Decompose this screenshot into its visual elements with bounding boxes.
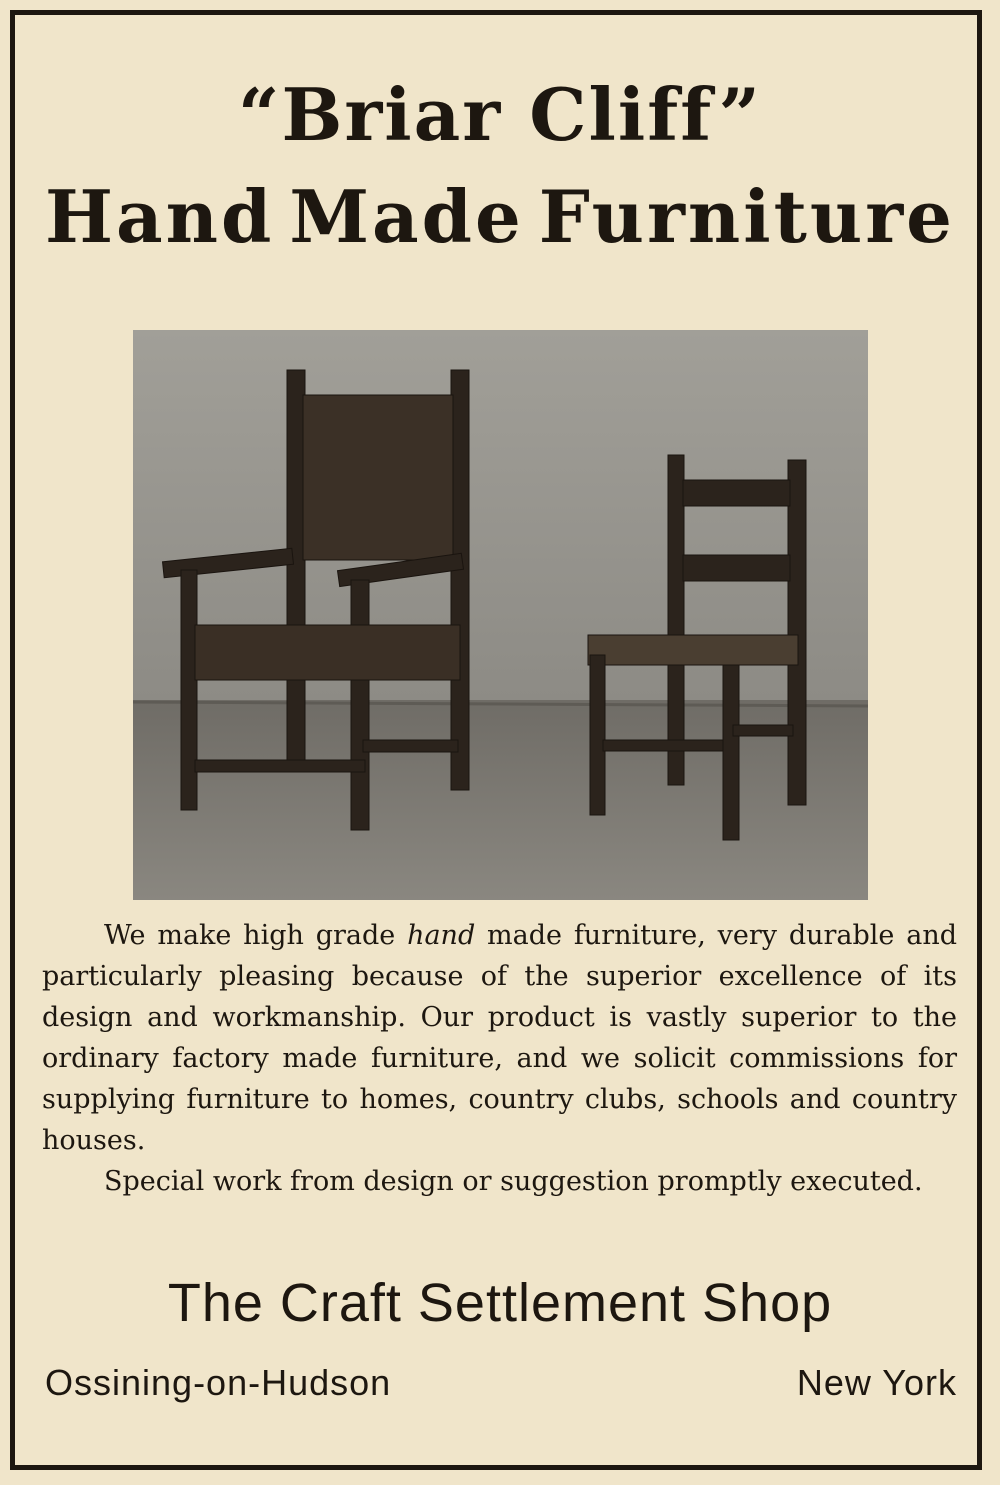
chairs-photo xyxy=(133,330,868,900)
headline-word-1: Hand xyxy=(45,174,275,259)
headline-subtitle xyxy=(45,172,955,262)
para1-text-a: We make high grade xyxy=(104,920,408,951)
para1-text-b: made furniture, very durable and particularly pleasing because of the superior excellence of its design and workmanship. Our product is vastly superior to the ordinary factory made furniture, and we solicit commissions for supplying furniture to homes, country clubs, schools and country houses. xyxy=(42,920,957,1156)
state: New York xyxy=(796,1362,957,1403)
headline-brand: “Briar Cliff” xyxy=(238,72,762,157)
ad-paragraph-2: Special work from design or suggestion promptly executed. xyxy=(104,1166,923,1197)
headline-word-2: Made xyxy=(289,174,524,259)
shop-name: The Craft Settlement Shop xyxy=(167,1273,833,1333)
ad-paragraph-1 xyxy=(42,915,957,1161)
location-line xyxy=(45,1358,957,1408)
para1-emphasis: hand xyxy=(407,920,476,951)
headline-word-3: Furniture xyxy=(538,174,955,259)
ad-copy xyxy=(42,915,957,1202)
town: Ossining-on-Hudson xyxy=(45,1362,392,1403)
chairs-illustration xyxy=(133,330,868,900)
